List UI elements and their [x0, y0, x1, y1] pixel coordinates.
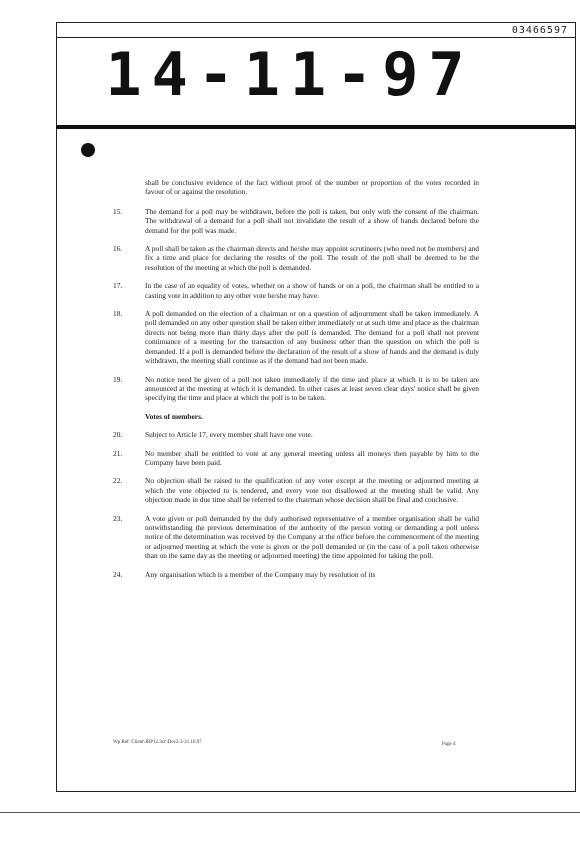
clause-number: 16.: [113, 244, 123, 254]
clause-text: A poll demanded on the election of a chairman or on a question of adjournment shall be taken immediately. A poll demanded on any other question shall be taken either immediately or at such time and place as the chairman directs not being more than thirty days after the poll is demanded. The demand for a poll shall not prevent continuance of a meeting for the transaction of any business other than the question on which the poll is demanded. If a poll is demanded before the declaration of the result of a show of hands and the demand is duly withdrawn, the meeting shall continue as if the demand had not been made.: [145, 309, 479, 366]
received-date-stamp: 14-11-97: [105, 40, 475, 110]
clause-number: 19.: [113, 374, 123, 384]
clause-text: No objection shall be raised to the qualification of any voter except at the meeting or adjourned meeting at which the vote objected to is tendered, and every vote not disallowed at the meeting shall be valid. Any objection made in due time shall be referred to the chairman whose decision shall be final and conclusive.: [145, 476, 479, 505]
clause-text: A vote given or poll demanded by the duly authorised representative of a member organisation shall be valid notwithstanding the previous determination of the authority of the person voting or demanding a poll unless notice of the determination was received by the Company at the office before the commencement of the meeting or adjourned meeting at which the vote is given or the poll demanded or (in the case of a poll taken otherwise than on the same day as the meeting or adjourned meeting) the time appointed for taking the poll.: [145, 513, 479, 561]
clause-19: [113, 375, 479, 403]
clause-16: [113, 244, 479, 272]
clause-text: Any organisation which is a member of the Company may by resolution of its: [145, 569, 376, 579]
clause-number: 21.: [113, 448, 123, 458]
clause-24: [113, 570, 479, 579]
clause-17: [113, 281, 479, 300]
header-rule: [56, 37, 576, 38]
clause-22: [113, 476, 479, 504]
registration-number: 03466597: [511, 25, 568, 36]
clause-18: [113, 309, 479, 365]
hole-punch-mark: [81, 143, 95, 157]
clause-15: [113, 207, 479, 235]
clause-text: No notice need be given of a poll not taken immediately if the time and place at which it is to be taken are announced at the meeting at which it is demanded. In other cases at least seven clear days' notice shall be given specifying the time and place at which the poll is to be taken.: [145, 374, 479, 403]
clause-text: Subject to Article 17, every member shall have one vote.: [145, 430, 313, 440]
clause-number: 23.: [113, 513, 123, 523]
clause-number: 22.: [113, 476, 123, 486]
page-number: Page 4: [442, 742, 456, 747]
clause-text: In the case of an equality of votes, whether on a show of hands or on a poll, the chairman shall be entitled to a casting vote in addition to any other vote he/she may have.: [145, 281, 479, 300]
clause-number: 18.: [113, 309, 123, 319]
footer-reference: Wp Ref: Client\JBP12.3cc\Doc2-2-21.10.97: [113, 740, 202, 745]
clause-23: [113, 514, 479, 561]
clause-number: 17.: [113, 281, 123, 291]
clause-text: The demand for a poll may be withdrawn, before the poll is taken, but only with the consent of the chairman. The withdrawal of a demand for a poll shall not invalidate the result of a show of hands declared before the demand for the poll was made.: [145, 206, 479, 235]
section-heading: Votes of members.: [145, 411, 203, 421]
clause-21: [113, 449, 479, 468]
scan-edge-line: [0, 812, 580, 813]
clause-20: [113, 430, 479, 439]
continuation-paragraph: shall be conclusive evidence of the fact without proof of the number or proportion of the votes recorded in favour of or against the resolution.: [145, 178, 479, 197]
clause-text: A poll shall be taken as the chairman directs and he/she may appoint scrutineers (who need not be members) and fix a time and place for declaring the results of the poll. The result of the poll shall be deemed to be the resolution of the meeting at which the poll is demanded.: [145, 244, 479, 272]
clause-number: 20.: [113, 430, 123, 440]
clause-number: 24.: [113, 569, 123, 579]
stamp-rule: [56, 125, 576, 129]
document-body: [113, 178, 479, 588]
clause-number: 15.: [113, 206, 123, 216]
clause-text: No member shall be entitled to vote at any general meeting unless all moneys then payable by him to the Company have been paid.: [145, 448, 479, 467]
